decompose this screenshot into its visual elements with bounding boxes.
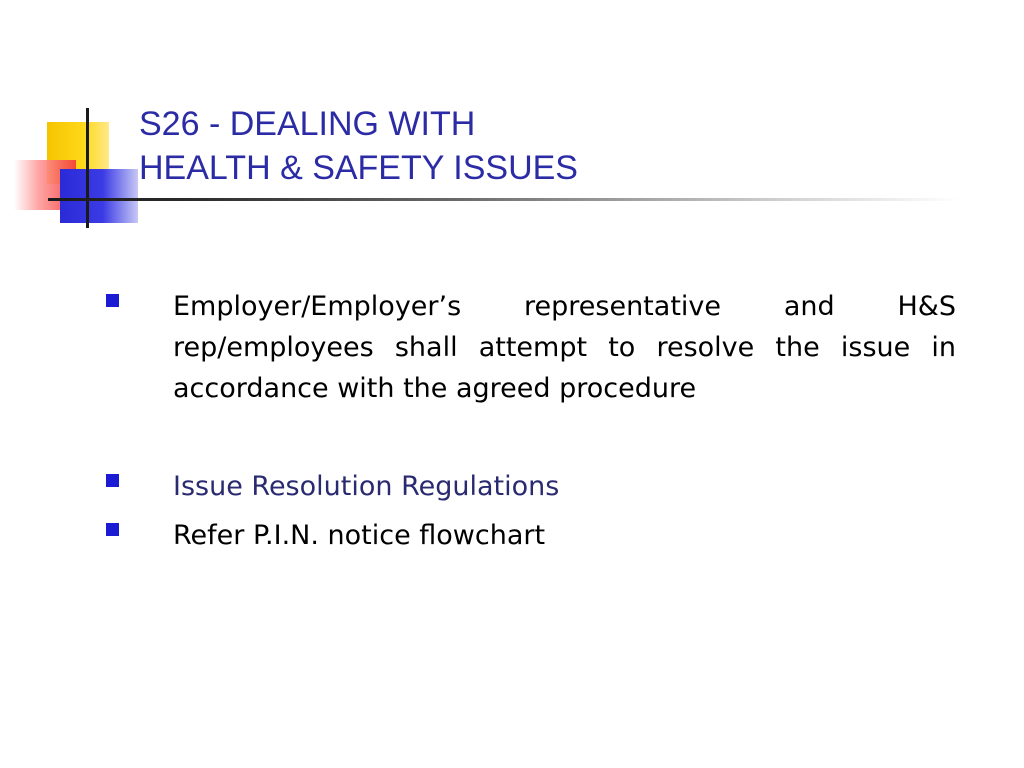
list-item bbox=[104, 515, 956, 556]
slide-title bbox=[139, 102, 578, 190]
bullet-text: Issue Resolution Regulations bbox=[173, 471, 560, 502]
list-item bbox=[104, 286, 956, 409]
list-item bbox=[104, 466, 956, 507]
blue-square-decoration bbox=[60, 169, 138, 223]
title-line-1: S26 - DEALING WITH bbox=[139, 105, 476, 143]
square-bullet-icon bbox=[106, 294, 119, 307]
bullet-text: Employer/Employer’s representative and H&S rep/employees shall attempt to resolve the issue in accordance with the agreed procedure bbox=[173, 291, 956, 404]
square-bullet-icon bbox=[106, 474, 119, 487]
vertical-divider-line bbox=[86, 108, 89, 228]
title-line-2: HEALTH & SAFETY ISSUES bbox=[139, 149, 578, 187]
square-bullet-icon bbox=[106, 523, 119, 536]
title-underline bbox=[48, 198, 960, 201]
bullet-list bbox=[104, 286, 956, 556]
bullet-text: Refer P.I.N. notice flowchart bbox=[173, 520, 546, 551]
